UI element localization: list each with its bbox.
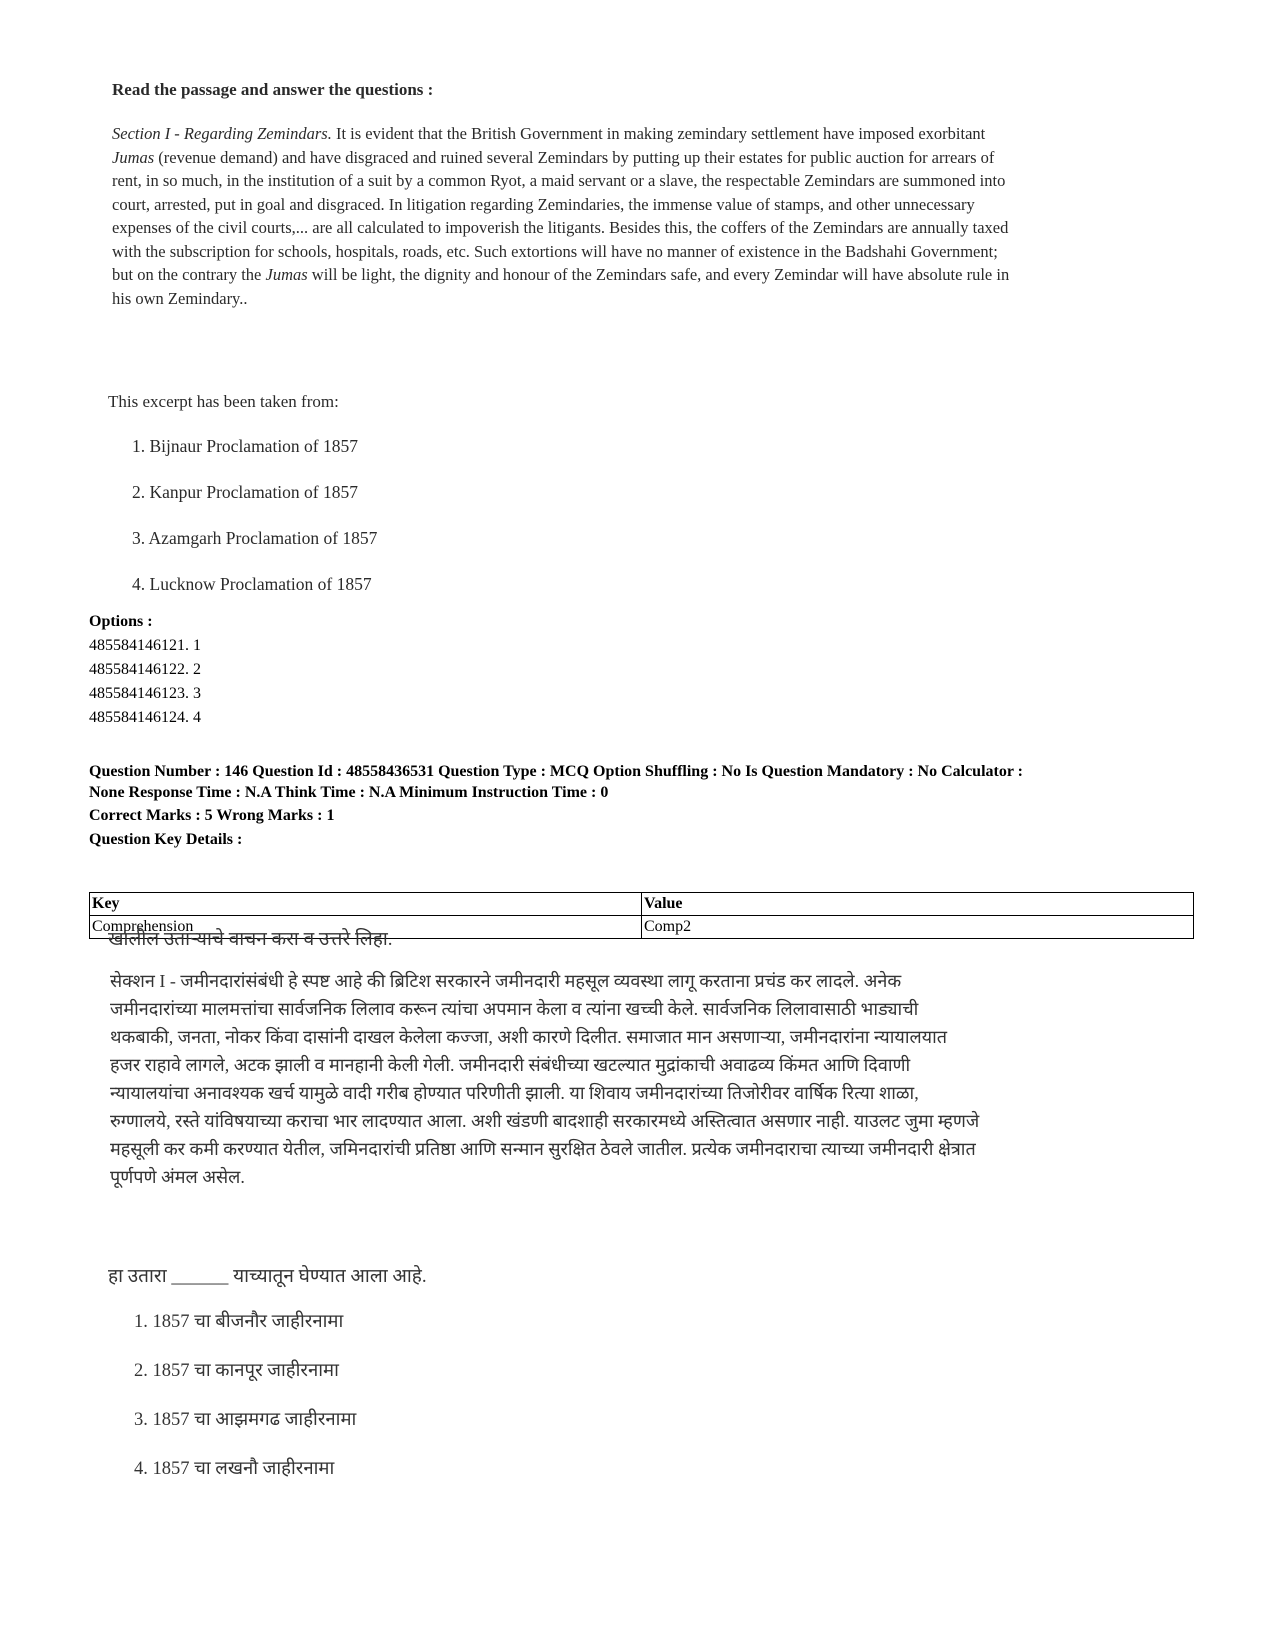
question-meta [89, 761, 1189, 803]
passage-mr-paragraph: सेक्शन I - जमीनदारांसंबंधी हे स्पष्ट आहे की ब्रिटिश सरकारने जमीनदारी महसूल व्यवस्था लागू करताना प्रचंड कर लादले. अनेक जमीनदारांच्या मालमत्तांचा सार्वजनिक लिलाव करून त्यांचा अपमान केला व त्यांना खच्ची केले. सार्वजनिक लिलावासाठी भाड्याची थकबाकी, जनता, नोकर किंवा दासांनी दाखल केलेला कज्जा, अशी कारणे दिलीत. समाजात मान असणाऱ्या, जमीनदारांना न्यायालयात हजर राहावे लागले, अटक झाली व मानहानी केली गेली. जमीनदारी संबंधीच्या खटल्यात मुद्रांकाची अवाढव्य किंमत आणि दिवाणी न्यायालयांचा अनावश्यक खर्च यामुळे वादी गरीब होण्यात परिणीती झाली. या शिवाय जमीनदारांच्या तिजोरीवर वार्षिक रित्या शाळा, रुग्णालये, रस्ते यांविषयाच्या कराचा भार लादण्यात आला. अशी खंडणी बादशाही सरकारमध्ये अस्तित्वात असणार नाही. याउलट जुमा म्हणजे महसूली कर कमी करण्यात येतील, जमिनदारांची प्रतिष्ठा आणि सन्मान सुरक्षित ठेवले जातील. प्रत्येक जमीनदाराचा त्याच्या जमीनदारी क्षेत्रात पूर्णपणे अंमल असेल. [110, 971, 980, 1187]
passage-mr [108, 925, 1008, 951]
option-mr-2: 2. 1857 चा कानपूर जाहीरनामा [134, 1361, 339, 1381]
question-mr-options [110, 1298, 1010, 1494]
question-en-stem: This excerpt has been taken from: [108, 392, 339, 411]
passage-text-1: It is evident that the British Government in making zemindary settlement have imposed exorbitant [331, 124, 986, 143]
passage-text-3: will be light, the dignity and honour of the Zemindars safe, and every Zemindar will have absolute rule in his own Zemindary.. [112, 265, 1010, 308]
options-block [89, 610, 201, 730]
passage-mr-body [110, 967, 980, 1191]
passage-en-paragraph [112, 122, 1012, 310]
question-en-options [110, 423, 1010, 607]
key-table-header-row [90, 893, 1194, 916]
question-mr [108, 1262, 1008, 1288]
option-en-3: 3. Azamgarh Proclamation of 1857 [132, 528, 378, 548]
key-header: Key [90, 893, 642, 916]
question-en [108, 392, 1008, 412]
option-mr-4: 4. 1857 चा लखनौ जाहीरनामा [134, 1459, 335, 1479]
passage-en-body [112, 122, 1012, 310]
option-mr-1: 1. 1857 चा बीजनौर जाहीरनामा [134, 1312, 344, 1332]
option-en-4: 4. Lucknow Proclamation of 1857 [132, 574, 372, 594]
question-meta-line-1: Question Number : 146 Question Id : 48558436531 Question Type : MCQ Option Shuffling : No Is Question Mandatory : No Calculator : [89, 763, 1023, 780]
option-id-1: 485584146121. 1 [89, 637, 201, 654]
option-id-3: 485584146123. 3 [89, 685, 201, 702]
jumas-term-1: Jumas [112, 147, 155, 167]
jumas-term-2: Jumas [265, 265, 308, 284]
question-mr-stem: हा उतारा ______ याच्यातून घेण्यात आला आहे. [108, 1266, 427, 1287]
option-id-4: 485584146124. 4 [89, 709, 201, 726]
option-id-2: 485584146122. 2 [89, 661, 201, 678]
marks-line: Correct Marks : 5 Wrong Marks : 1 [89, 807, 335, 824]
key-cell: Comprehension [90, 916, 642, 939]
passage-mr-heading: खालील उताऱ्याचे वाचन करा व उत्तरे लिहा. [108, 929, 393, 950]
passage-en-heading: Read the passage and answer the questions : [112, 80, 434, 99]
options-label: Options : [89, 613, 153, 630]
option-en-1: 1. Bijnaur Proclamation of 1857 [132, 436, 359, 456]
option-en-2: 2. Kanpur Proclamation of 1857 [132, 482, 358, 502]
key-details-label: Question Key Details : [89, 831, 243, 848]
section-label: Section I - Regarding Zemindars. [112, 124, 332, 143]
value-header: Value [642, 893, 1194, 916]
question-meta-line-2: None Response Time : N.A Think Time : N.A Minimum Instruction Time : 0 [89, 784, 609, 801]
passage-text-2: (revenue demand) and have disgraced and ruined several Zemindars by putting up their estates for public auction for arrears of rent, in so much, in the institution of a suit by a common Ryot, a maid servant or a slave, the respectable Zemindars are summoned into court, arrested, put in goal and disgraced. In litigation regarding Zemindaries, the immense value of stamps, and other unnecessary expenses of the civil courts,... are all calculated to impoverish the litigants. Besides this, the coffers of the Zemindars are annually taxed with the subscription for schools, hospitals, roads, etc. Such extortions will have no manner of existence in the Badshahi Government; but on the contrary the [112, 147, 1009, 284]
option-mr-3: 3. 1857 चा आझमगढ जाहीरनामा [134, 1410, 357, 1430]
value-cell: Comp2 [642, 916, 1194, 939]
passage-en [112, 80, 1012, 100]
